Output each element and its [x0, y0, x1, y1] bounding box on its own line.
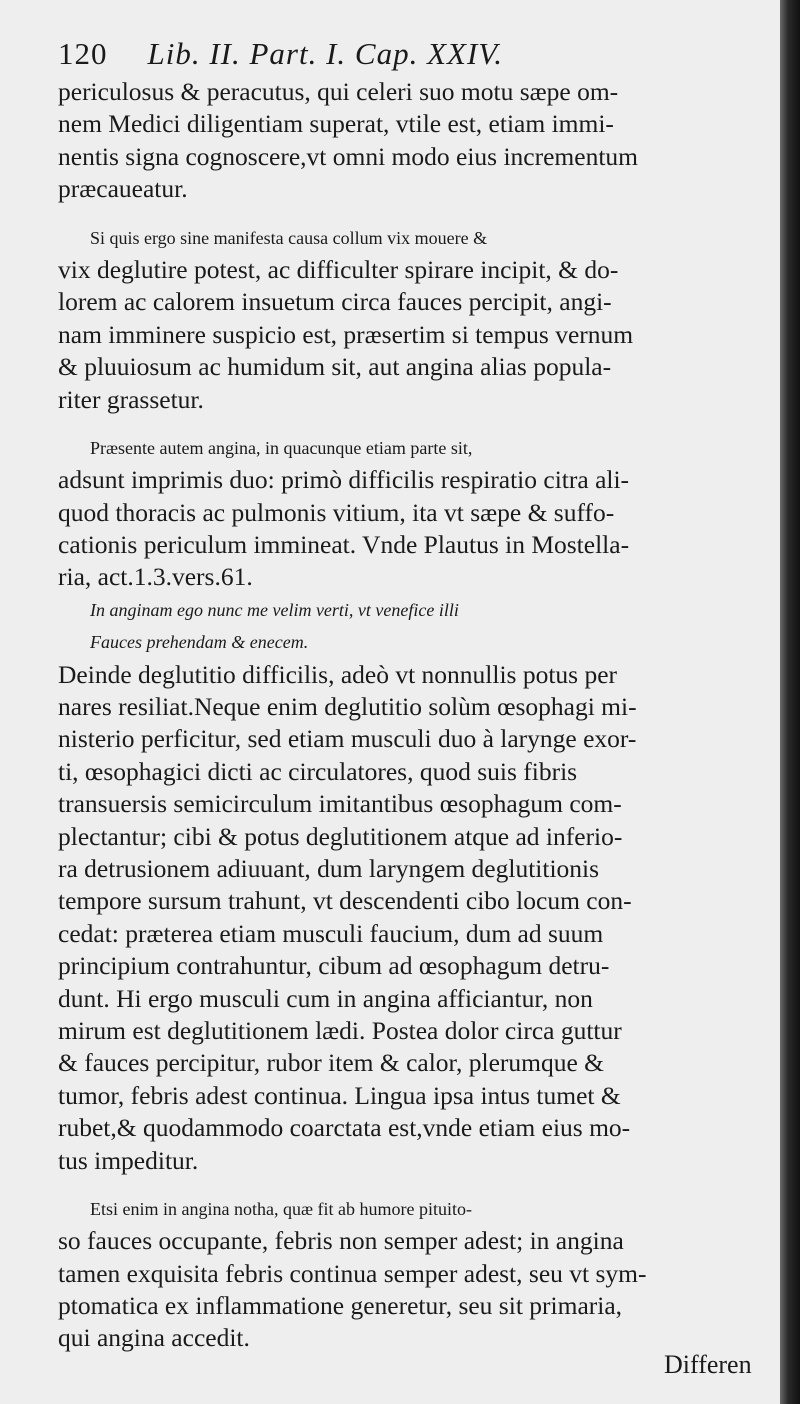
text-line: ria, act.1.3.vers.61. — [58, 562, 253, 592]
text-line: Si quis ergo sine manifesta causa collum vix mouere & — [90, 227, 488, 248]
text-line: principium contrahuntur, cibum ad œsophagum detru- — [58, 951, 610, 981]
text-line: nem Medici diligentiam superat, vtile est, etiam immi- — [58, 109, 614, 139]
text-line: cedat: præterea etiam musculi faucium, dum ad suum — [58, 918, 604, 948]
text-line: plectantur; cibi & potus deglutitionem atque ad inferio- — [58, 821, 623, 851]
text-line: qui angina accedit. — [58, 1323, 250, 1353]
text-line: riter grassetur. — [58, 384, 204, 414]
text-line: periculosus & peracutus, qui celeri suo motu sæpe om- — [58, 77, 619, 106]
text-line: nisterio perficitur, sed etiam musculi duo à larynge exor- — [58, 724, 637, 754]
text-line: tumor, febris adest continua. Lingua ipsa intus tumet & — [58, 1080, 621, 1110]
text-line: præcaueatur. — [58, 174, 188, 204]
text-line: cationis periculum immineat. Vnde Plautus in Mostella- — [58, 530, 630, 560]
text-line: Etsi enim in angina notha, quæ fit ab humore pituito- — [90, 1198, 472, 1219]
page-body — [58, 76, 768, 1355]
text-line: ra detrusionem adiuuant, dum laryngem deglutitionis — [58, 853, 600, 883]
running-title: Lib. II. Part. I. Cap. XXIV. — [147, 36, 503, 71]
text-line: vix deglutire potest, ac difficulter spirare incipit, & do- — [58, 254, 619, 284]
catchword: Differen — [664, 1350, 752, 1379]
text-line: & pluuiosum ac humidum sit, aut angina alias popula- — [58, 352, 612, 382]
text-line: Præsente autem angina, in quacunque etiam parte sit, — [90, 437, 473, 458]
text-line: nam imminere suspicio est, præsertim si tempus vernum — [58, 319, 634, 349]
text-line: so fauces occupante, febris non semper adest; in angina — [58, 1226, 624, 1256]
text-line: ptomatica ex inflammatione generetur, seu sit primaria, — [58, 1291, 623, 1321]
verse-line: In anginam ego nunc me velim verti, vt venefice illi — [90, 599, 459, 620]
text-line: lorem ac calorem insuetum circa fauces percipit, angi- — [58, 287, 612, 317]
text-line: nentis signa cognoscere,vt omni modo eius incrementum — [58, 141, 639, 171]
text-line: tempore sursum trahunt, vt descendenti cibo locum con- — [58, 886, 632, 916]
text-line: nares resiliat.Neque enim deglutitio solùm œsophagi mi- — [58, 692, 637, 722]
text-line: transuersis semicirculum imitantibus œsophagum com- — [58, 789, 622, 819]
text-line: & fauces percipitur, rubor item & calor, plerumque & — [58, 1048, 605, 1078]
text-line: tamen exquisita febris continua semper adest, seu vt sym- — [58, 1258, 647, 1288]
text-line: ti, œsophagici dicti ac circulatores, quod suis fibris — [58, 756, 578, 786]
text-line: adsunt imprimis duo: primò difficilis respiratio citra ali- — [58, 465, 630, 495]
text-line: dunt. Hi ergo musculi cum in angina afficiantur, non — [58, 983, 593, 1013]
text-line: quod thoracis ac pulmonis vitium, ita vt sæpe & suffo- — [58, 497, 615, 527]
text-line: mirum est deglutitionem lædi. Postea dolor circa guttur — [58, 1015, 622, 1045]
page-number: 120 — [58, 36, 108, 71]
page-header — [58, 36, 758, 76]
verse-line: Fauces prehendam & enecem. — [90, 632, 309, 653]
text-line: Deinde deglutitio difficilis, adeò vt nonnullis potus per — [58, 659, 618, 689]
text-line: tus impeditur. — [58, 1145, 199, 1175]
text-line: rubet,& quodammodo coarctata est,vnde etiam eius mo- — [58, 1113, 631, 1143]
